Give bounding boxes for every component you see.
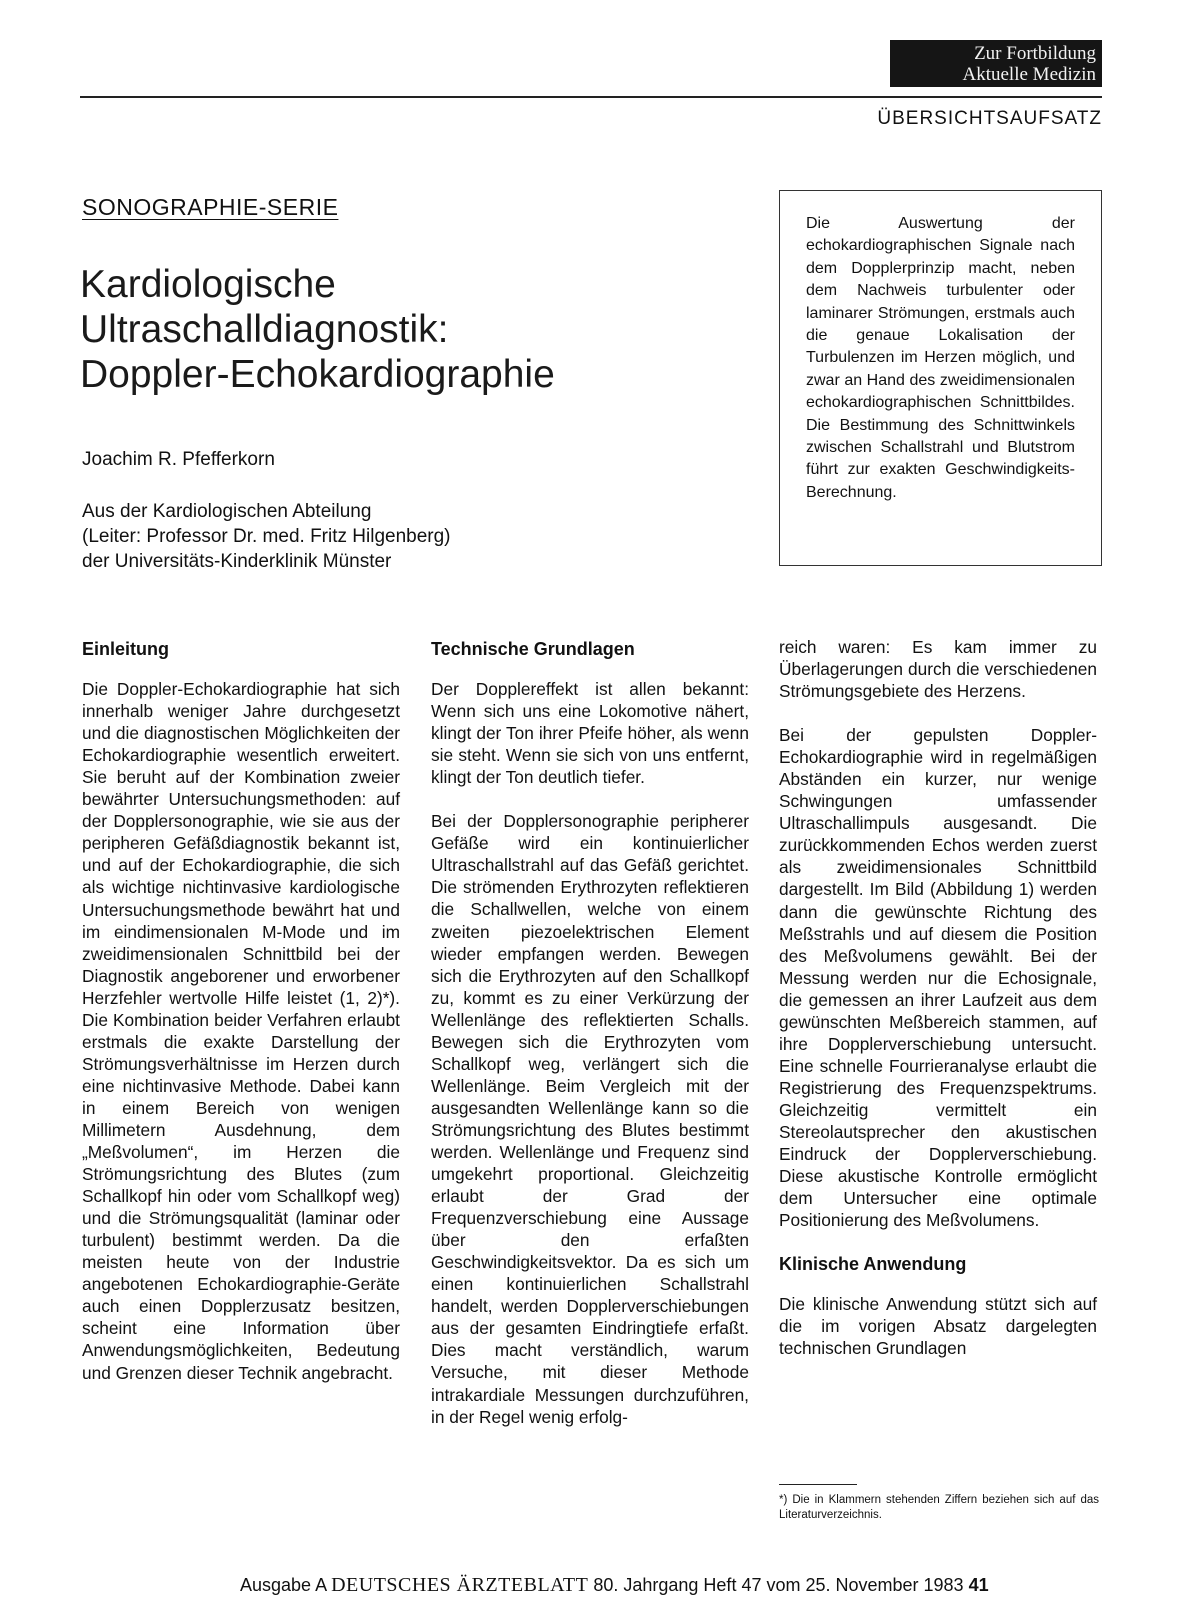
paragraph: reich waren: Es kam immer zu Überlagerungen durch die verschiedenen Strömungsgebiete des Herzens. xyxy=(779,637,1097,702)
footer-issue: 80. Jahrgang Heft 47 vom 25. November 1983 xyxy=(593,1575,964,1595)
section-label: ÜBERSICHTSAUFSATZ xyxy=(877,108,1102,129)
abstract-box xyxy=(779,190,1102,566)
footer-journal: DEUTSCHES ÄRZTEBLATT xyxy=(331,1574,589,1596)
affiliation-line-1: Aus der Kardiologischen Abteilung xyxy=(82,501,372,522)
footnote: *) Die in Klammern stehenden Ziffern beziehen sich auf das Literaturverzeichnis. xyxy=(779,1494,1099,1521)
affiliation xyxy=(82,499,451,574)
title-line-3: Doppler-Echokardiographie xyxy=(80,353,555,396)
heading-einleitung: Einleitung xyxy=(82,639,169,659)
column-2 xyxy=(431,638,749,1450)
heading-technische-grundlagen: Technische Grundlagen xyxy=(431,639,635,659)
corner-label-line-1: Zur Fortbildung xyxy=(974,43,1096,64)
page-footer xyxy=(240,1574,1100,1597)
corner-label-line-2: Aktuelle Medizin xyxy=(962,64,1096,85)
series-title: SONOGRAPHIE-SERIE xyxy=(82,194,339,220)
heading-klinische-anwendung: Klinische Anwendung xyxy=(779,1254,967,1275)
footnote-rule xyxy=(779,1484,857,1485)
corner-category-label xyxy=(890,40,1102,87)
paragraph: Die klinische Anwendung stützt sich auf die im vorigen Absatz dargelegten technischen Grundlagen xyxy=(779,1294,1097,1359)
page-number: 41 xyxy=(968,1575,989,1595)
footer-edition: Ausgabe A xyxy=(240,1575,327,1595)
paragraph: Bei der gepulsten Doppler-Echokardiographie wird in regelmäßigen Abständen ein kurzer, nur wenige Schwingungen umfassender Ultraschallimpuls ausgesandt. Die zurückkommenden Echos werden zuerst als zweidimensionales Schnittbild dargestellt. Im Bild (Abbildung 1) werden dann die gewünschte Richtung des Meßstrahls und auf diesem die Position des Meßvolumens gewählt. Bei der Messung werden nur die Echosignale, die gemessen an ihrer Laufzeit aus dem gewünschten Meßbereich stammen, auf ihre Dopplerverschiebung untersucht. Eine schnelle Fourrieranalyse erlaubt die Registrierung des Frequenzspektrums. Gleichzeitig vermittelt ein Stereolautsprecher den akustischen Eindruck der Dopplerverschiebung. Diese akustische Kontrolle ermöglicht dem Untersucher eine optimale Positionierung des Meßvolumens. xyxy=(779,725,1097,1231)
column-1 xyxy=(82,638,400,1406)
column-3 xyxy=(779,636,1097,1381)
article-title xyxy=(80,262,680,397)
abstract-text: Die Auswertung der echokardiographischen Signale nach dem Dopplerprinzip macht, neben dem Nachweis turbulenter oder laminarer Strömungen, erstmals auch die genaue Lokalisation der Turbulenzen im Herzen möglich, und zwar an Hand des zweidimensionalen echokardiographischen Schnittbildes. Die Bestimmung des Schnittwinkels zwischen Schallstrahl und Blutstrom führt zur exakten Geschwindigkeits-Berechnung. xyxy=(806,215,1075,501)
title-line-1: Kardiologische xyxy=(80,263,336,306)
header-rule xyxy=(80,96,1102,98)
affiliation-line-3: der Universitäts-Kinderklinik Münster xyxy=(82,551,392,572)
paragraph: Die Doppler-Echokardiographie hat sich innerhalb weniger Jahre durchgesetzt und die diagnostischen Möglichkeiten der Echokardiographie wesentlich erweitert. Sie beruht auf der Kombination zweier bewährter Untersuchungsmethoden: auf der Dopplersonographie, wie sie aus der peripheren Gefäßdiagnostik bekannt ist, und auf der Echokardiographie, die sich als wichtige nichtinvasive kardiologische Untersuchungsmethode bewährt hat und im eindimensionalen M-Mode und im zweidimensionalen Schnittbild bei der Diagnostik angeborener und erworbener Herzfehler wertvolle Hilfe leistet (1, 2)*). Die Kombination beider Verfahren erlaubt erstmals die exakte Darstellung der Strömungsverhältnisse im Herzen durch eine nichtinvasive Methode. Dabei kann in einem Bereich von wenigen Millimetern Ausdehnung, dem „Meßvolumen“, im Herzen die Strömungsrichtung des Blutes (zum Schallkopf hin oder vom Schallkopf weg) und die Strömungsqualität (laminar oder turbulent) bestimmt werden. Da die meisten heute von der Industrie angebotenen Echokardiographie-Geräte auch einen Dopplerzusatz besitzen, scheint eine Information über Anwendungsmöglichkeiten, Bedeutung und Grenzen dieser Technik angebracht. xyxy=(82,679,400,1383)
title-line-2: Ultraschalldiagnostik: xyxy=(80,308,449,351)
affiliation-line-2: (Leiter: Professor Dr. med. Fritz Hilgenberg) xyxy=(82,526,451,547)
author-name: Joachim R. Pfefferkorn xyxy=(82,449,275,470)
paragraph: Bei der Dopplersonographie peripherer Gefäße wird ein kontinuierlicher Ultraschallstrahl auf das Gefäß gerichtet. Die strömenden Erythrozyten reflektieren die Schallwellen, welche von einem zweiten piezoelektrischen Element wieder empfangen werden. Bewegen sich die Erythrozyten auf den Schallkopf zu, kommt es zu einer Verkürzung der Wellenlänge des reflektierten Schalls. Bewegen sich die Erythrozyten vom Schallkopf weg, verlängert sich die Wellenlänge. Beim Vergleich mit der ausgesandten Wellenlänge kann so die Strömungsrichtung des Blutes bestimmt werden. Wellenlänge und Frequenz sind umgekehrt proportional. Gleichzeitig erlaubt der Grad der Frequenzverschiebung eine Aussage über den erfaßten Geschwindigkeitsvektor. Da es sich um einen kontinuierlichen Schallstrahl handelt, werden Dopplerverschiebungen aus der gesamten Eindringtiefe erfaßt. Dies macht verständlich, warum Versuche, mit dieser Methode intrakardiale Messungen durchzuführen, in der Regel wenig erfolg- xyxy=(431,811,749,1427)
paragraph: Der Dopplereffekt ist allen bekannt: Wenn sich uns eine Lokomotive nähert, klingt der Ton ihrer Pfeife höher, als wenn sie steht. Wenn sie sich von uns entfernt, klingt der Ton deutlich tiefer. xyxy=(431,679,749,788)
